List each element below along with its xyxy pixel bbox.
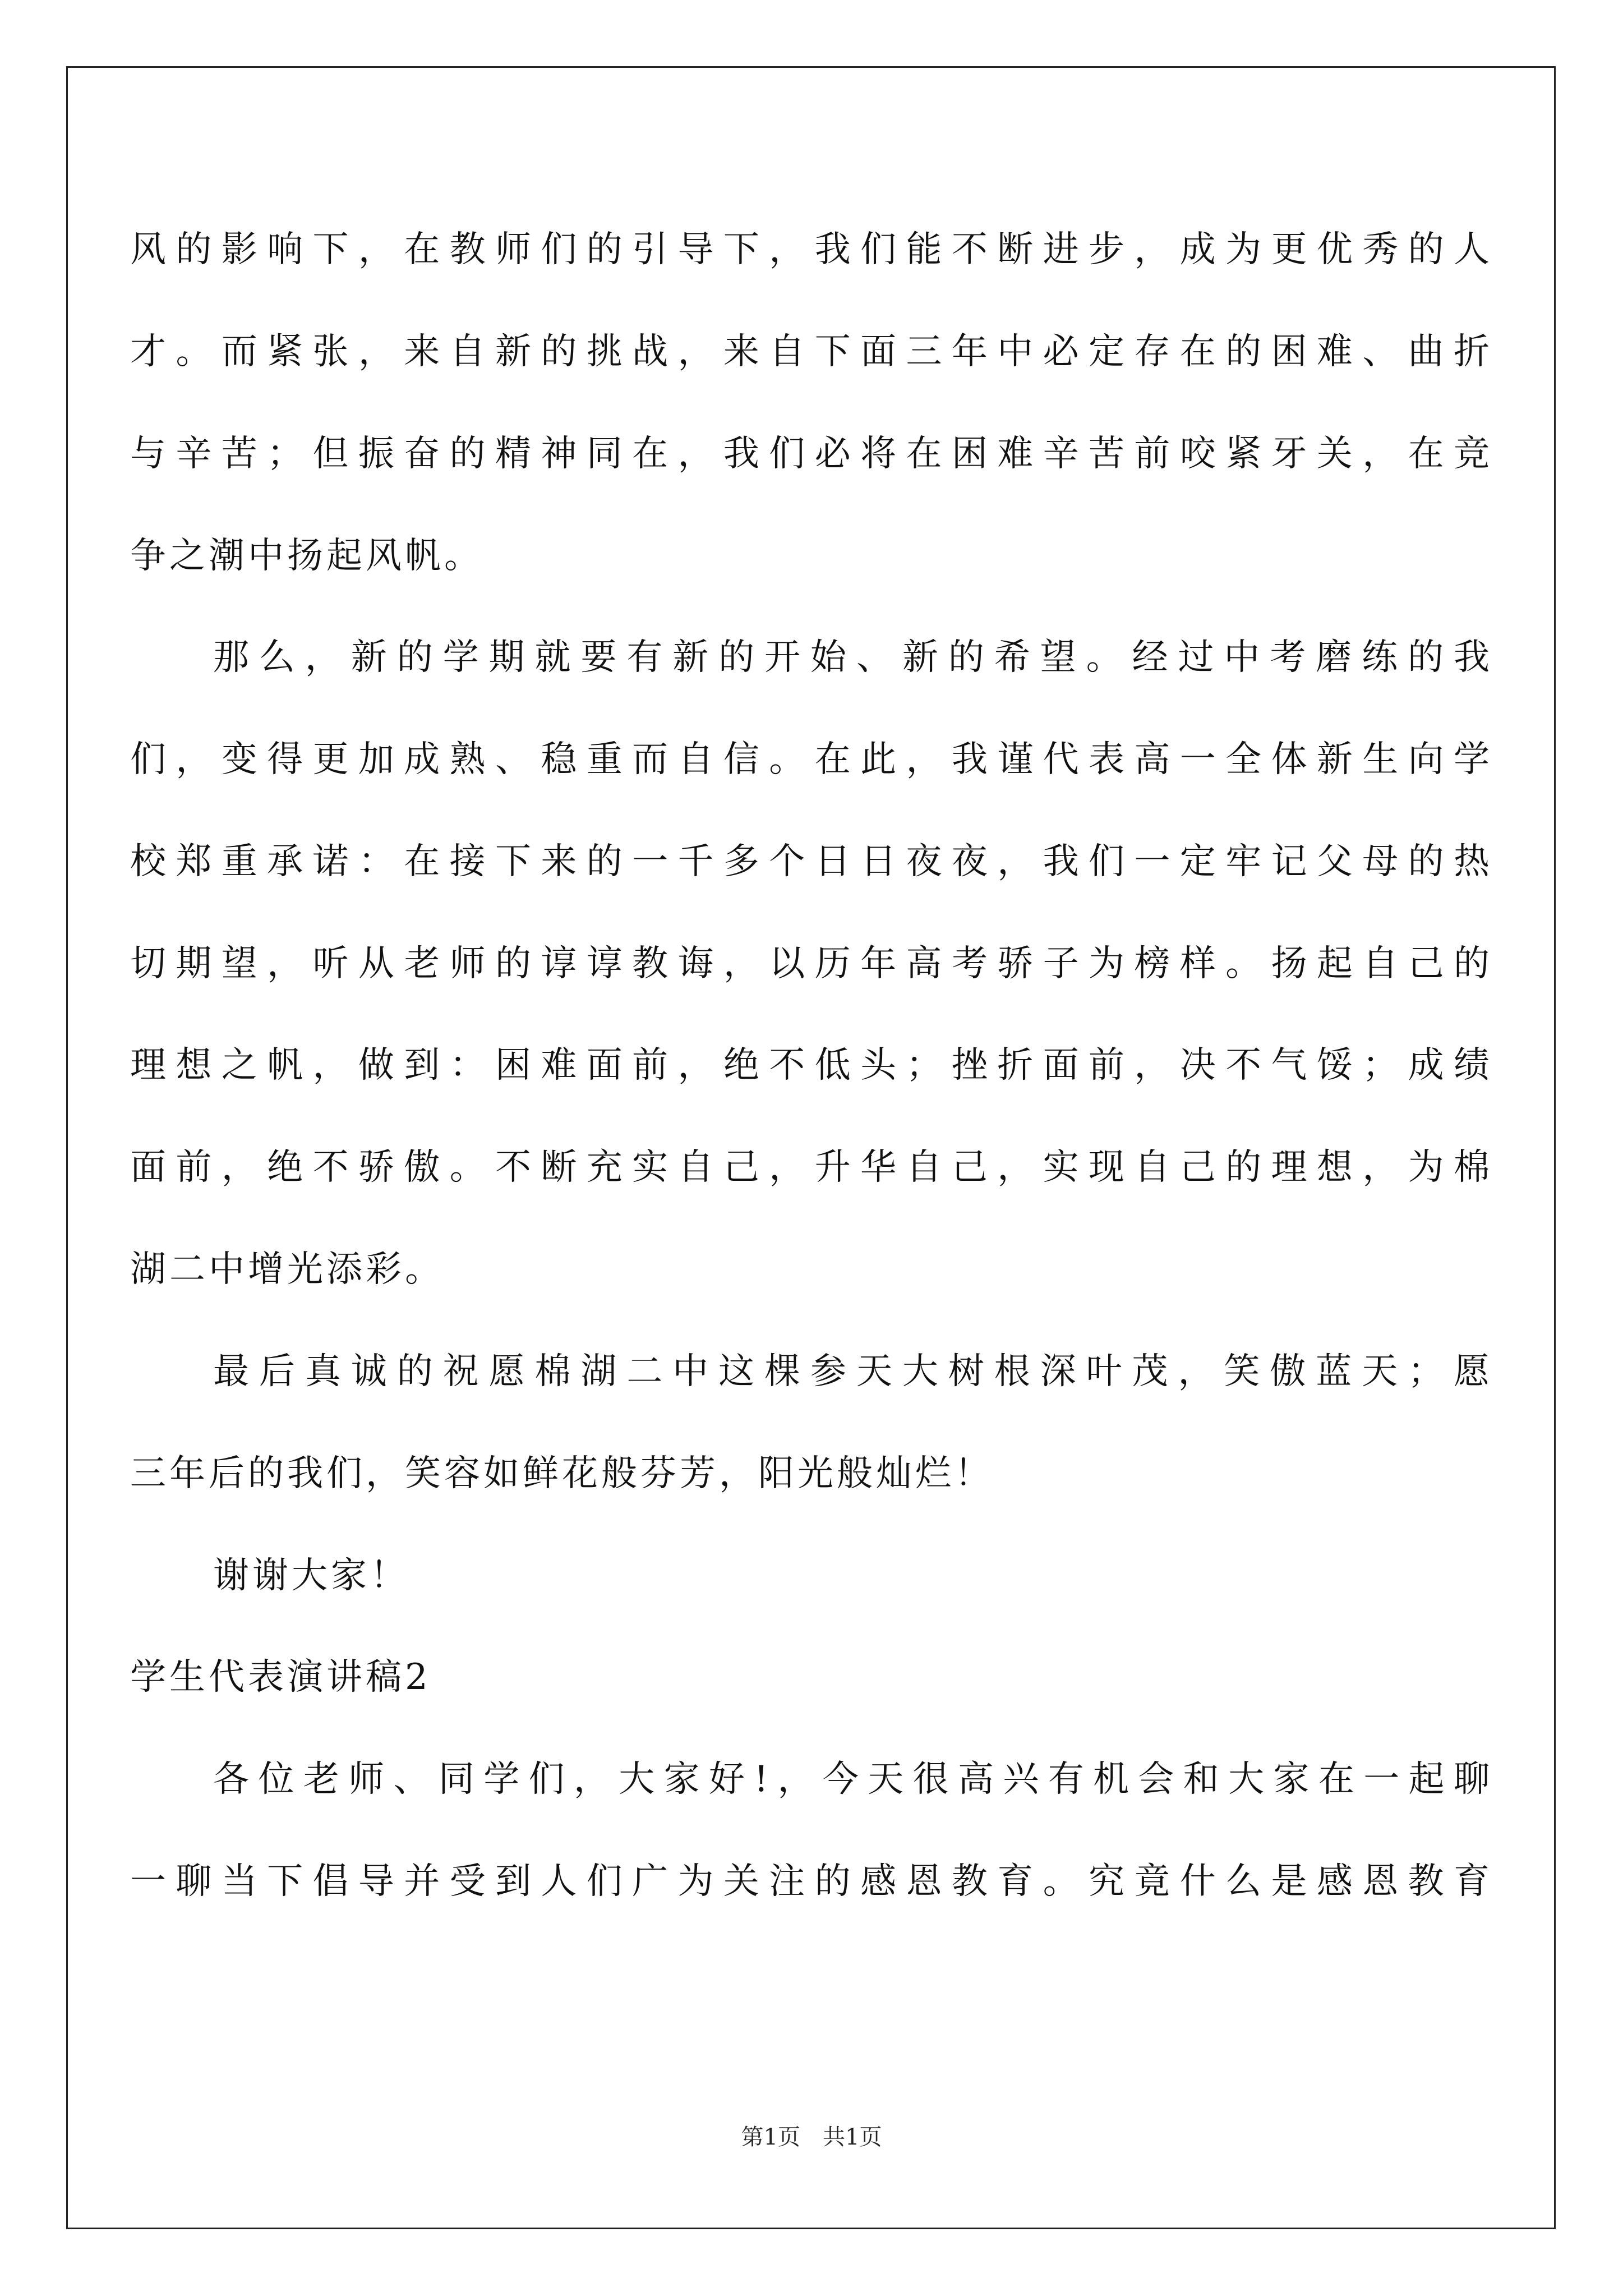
- text-line: 们，变得更加成熟、稳重而自信。在此，我谨代表高一全体新生向学: [130, 739, 1493, 780]
- text-line: 与辛苦；但振奋的精神同在，我们必将在困难辛苦前咬紧牙关，在竞: [130, 433, 1493, 475]
- text-line: 切期望，听从老师的谆谆教诲，以历年高考骄子为榜样。扬起自己的: [130, 943, 1493, 984]
- text-line: 校郑重承诺：在接下来的一千多个日日夜夜，我们一定牢记父母的热: [130, 841, 1493, 882]
- section-heading: 学生代表演讲稿2: [130, 1657, 431, 1698]
- text-line: 三年后的我们，笑容如鲜花般芬芳，阳光般灿烂！: [130, 1453, 994, 1494]
- text-line: 谢谢大家！: [213, 1555, 409, 1596]
- text-line: 各位老师、同学们，大家好!，今天很高兴有机会和大家在一起聊: [213, 1759, 1493, 1800]
- text-line: 才。而紧张，来自新的挑战，来自下面三年中必定存在的困难、曲折: [130, 331, 1493, 372]
- text-line: 争之潮中扬起风帆。: [130, 535, 483, 577]
- text-line: 那么，新的学期就要有新的开始、新的希望。经过中考磨练的我: [213, 637, 1493, 678]
- page-number: 第1页 共1页: [741, 2124, 882, 2150]
- text-line: 风的影响下，在教师们的引导下，我们能不断进步，成为更优秀的人: [130, 229, 1493, 270]
- text-line: 面前，绝不骄傲。不断充实自己，升华自己，实现自己的理想，为棉: [130, 1147, 1493, 1188]
- text-line: 理想之帆，做到：困难面前，绝不低头；挫折面前，决不气馁；成绩: [130, 1045, 1493, 1086]
- text-line: 湖二中增光添彩。: [130, 1249, 444, 1290]
- text-line: 一聊当下倡导并受到人们广为关注的感恩教育。究竟什么是感恩教育: [130, 1861, 1493, 1902]
- text-line: 最后真诚的祝愿棉湖二中这棵参天大树根深叶茂，笑傲蓝天；愿: [213, 1351, 1493, 1392]
